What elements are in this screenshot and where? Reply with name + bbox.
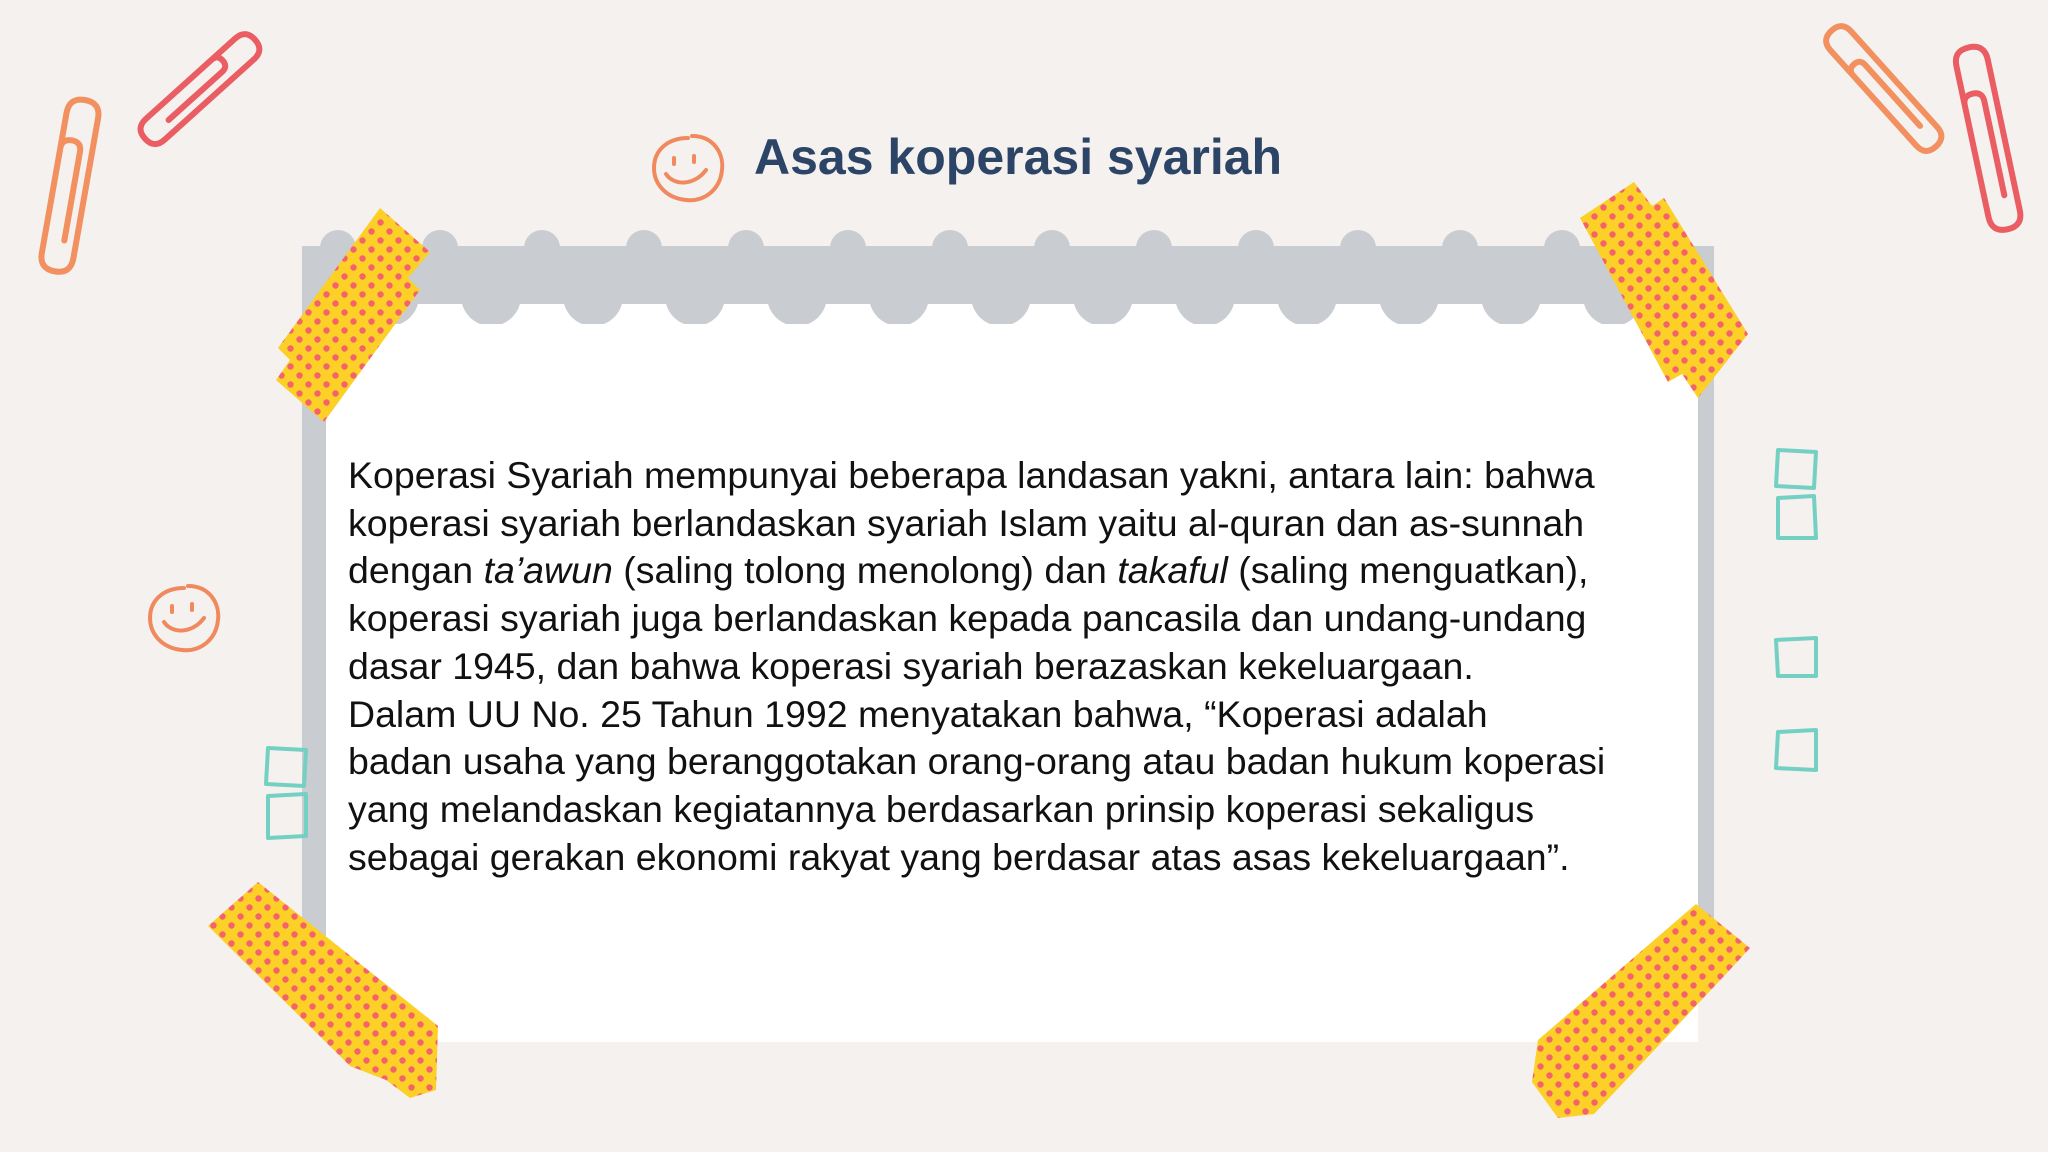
body-line: sebagai gerakan ekonomi rakyat yang berdasar atas asas kekeluargaan”. <box>348 835 1570 878</box>
body-line: yang melandaskan kegiatannya berdasarkan prinsip koperasi sekaligus <box>348 787 1535 830</box>
smiley-face-icon <box>144 580 224 656</box>
body-line: Koperasi Syariah mempunyai beberapa landasan yakni, antara lain: bahwa <box>348 454 1595 496</box>
tape-top-right <box>1572 176 1752 406</box>
body-line: koperasi syariah juga berlandaskan kepada pancasila dan undang-undang <box>348 597 1587 640</box>
term-takaful: takaful <box>1117 549 1228 592</box>
tape-top-left <box>268 200 438 430</box>
tape-bottom-right <box>1518 900 1758 1130</box>
slide-title: Asas koperasi syariah <box>754 129 1283 185</box>
body-line: dasar 1945, dan bahwa koperasi syariah berazaskan kekeluargaan. <box>348 644 1474 687</box>
body-text-segment: (saling tolong menolong) dan <box>612 549 1118 592</box>
tape-bottom-left <box>200 876 450 1106</box>
paperclip-icon <box>1930 38 2040 238</box>
paperclip-icon <box>16 90 116 280</box>
body-line: Dalam UU No. 25 Tahun 1992 menyatakan bahwa, “Koperasi adalah <box>348 692 1488 735</box>
body-line <box>348 547 1688 595</box>
square-outline-icon <box>1772 446 1822 548</box>
body-line: badan usaha yang beranggotakan orang-orang atau badan hukum koperasi <box>348 740 1606 783</box>
square-outline-icon <box>1772 634 1822 680</box>
term-taawun: ta’awun <box>483 549 613 592</box>
body-line: koperasi syariah berlandaskan syariah Islam yaitu al-quran dan as-sunnah <box>348 501 1585 544</box>
body-text-segment: (saling menguatkan), <box>1227 549 1589 592</box>
square-outline-icon <box>262 744 312 844</box>
paper-scalloped-edge <box>302 228 1714 324</box>
square-outline-icon <box>1772 726 1822 774</box>
body-text-segment: dengan <box>348 549 484 592</box>
body-paragraph <box>348 452 1688 881</box>
paperclip-icon <box>118 10 288 160</box>
smiley-face-icon <box>648 130 728 206</box>
